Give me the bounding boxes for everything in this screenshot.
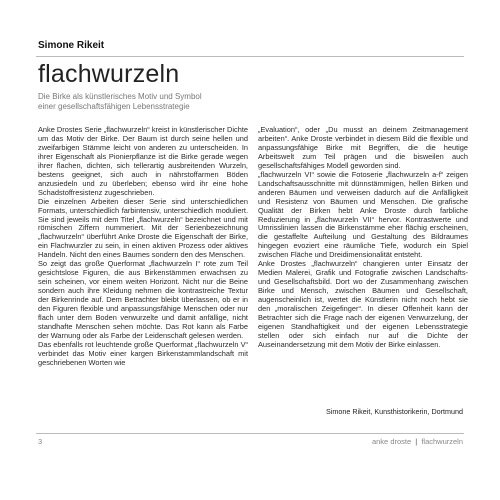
subtitle-line: Die Birke als künstlerisches Motiv und Symbol (38, 92, 202, 101)
paragraph: Anke Drostes „flachwurzeln“ changieren unter Einsatz der Medien Malerei, Grafik und Fotografie zwischen Landschafts- und Gesellschaftsbild. Dort wo der Zusammenhang zwischen Birke und Mensch, zwischen Bäumen und Gesellschaft, augenscheinlich ist, wertet die Künstlerin nicht noch hebt sie den „moralischen Zeigefinger“. In dieser Offenheit kann der Betrachter sich die Frage nach der eigenen Verwurzelung, der eigenen Standhaftigkeit und der eigenen Lebensstrategie stellen oder sich einfach nur auf die Dichte der Auseinandersetzung mit dem Motiv der Birke einlassen. (258, 259, 468, 349)
footer-series: flachwurzeln (421, 437, 463, 446)
subtitle (38, 92, 202, 112)
text-column-left (38, 126, 248, 368)
subtitle-line: einer gesellschaftsfähigen Lebensstrategie (38, 102, 190, 111)
footer-separator: | (415, 437, 418, 446)
paragraph: So zeigt das große Querformat „flachwurzeln I“ rote zum Teil gesichtslose Figuren, die aus Birkenstämmen erwachsen zu sein scheinen, vor einem weiten Horizont. Nicht nur die Beine sondern auch ihre Kleidung nehmen die kontrastreiche Textur der Birkenrinde auf. Dem Betrachter bleibt überlassen, ob er in den Figuren flexible und anpassungsfähige Menschen oder nur flach unter dem Boden verwurzelte und damit anfällige, nicht standhafte Menschen sehen möchte. Das Rot kann als Farbe der Warnung oder als Farbe der Leidenschaft gelesen werden. (38, 259, 248, 340)
footer-artist: anke droste (371, 437, 412, 446)
paragraph: „flachwurzeln VI“ sowie die Fotoserie „flachwurzeln a-f“ zeigen Landschaftsausschnitte mit dünnstämmigen, hellen Birken und anderen Bäumen und verweisen dadurch auf die Anfälligkeit und Resistenz von Bäumen und Menschen. Die grafische Qualität der Birken hebt Anke Droste durch farbliche Reduzierung in „flachwurzeln VII“ hervor. Kontrastwerte und Umrisslinien lassen die Birkenstämme eher flächig erscheinen, die gestaffelte Aufteilung und Gestaltung des Bildraumes hingegen evoziert eine räumliche Tiefe, wodurch ein Spiel zwischen Fläche und Dreidimensionalität entsteht. (258, 169, 468, 260)
text-column-right (258, 126, 468, 350)
paragraph: „Evaluation“, oder „Du musst an deinem Zeitmanagement arbeiten“. Anke Droste verbindet in diesem Bild die flexible und anpassungsfähige Birke mit Begriffen, die die heutige Arbeitswelt zum Teil prägen und die bisweilen auch gesellschaftsfähiges Modell geworden sind. (258, 125, 468, 170)
paragraph: Das ebenfalls rot leuchtende große Querformat „flachwurzeln V“ verbindet das Motiv einer kargen Birkenstammlandschaft mit geschriebenen Worten wie (38, 339, 248, 367)
page-number: 3 (38, 437, 43, 446)
paragraph: Anke Drostes Serie „flachwurzeln“ kreist in künstlerischer Dichte um das Motiv der Birke. Der Baum ist durch seine hellen und zweifarbigen Stämme leicht von anderen zu unterscheiden. In ihrer Eigenschaft als Pionierpflanze ist die Birke gerade wegen ihrer flachen, dichten, sich tellerartig ausbreitenden Wurzeln, bestens geeignet, sich auch in nährstoffarmen Böden anzusiedeln und zu überleben; ebenso wird ihr eine hohe Schadstoffresistenz zugeschrieben. (38, 125, 248, 197)
author-name: Simone Rikeit (38, 40, 105, 51)
running-footer (372, 437, 463, 446)
paragraph: Die einzelnen Arbeiten dieser Serie sind unterschiedlichen Formats, unterschiedlich farbintensiv, unterschiedlich moduliert. Sie sind jeweils mit dem Titel „flachwurzeln“ bezeichnet und mit römischen Ziffern nummeriert. Mit der Serienbezeichnung „flachwurzeln“ überführt Anke Droste die Eigenschaft der Birke, ein Flachwurzler zu sein, in einen aktiven Prozess oder aktives Handeln. Nicht den eines Baumes sondern den des Menschen. (38, 196, 248, 260)
footer-divider (36, 433, 464, 434)
header-divider (36, 56, 464, 57)
page-title: flachwurzeln (38, 60, 180, 88)
author-signature: Simone Rikeit, Kunsthistorikerin, Dortmund (325, 407, 463, 416)
